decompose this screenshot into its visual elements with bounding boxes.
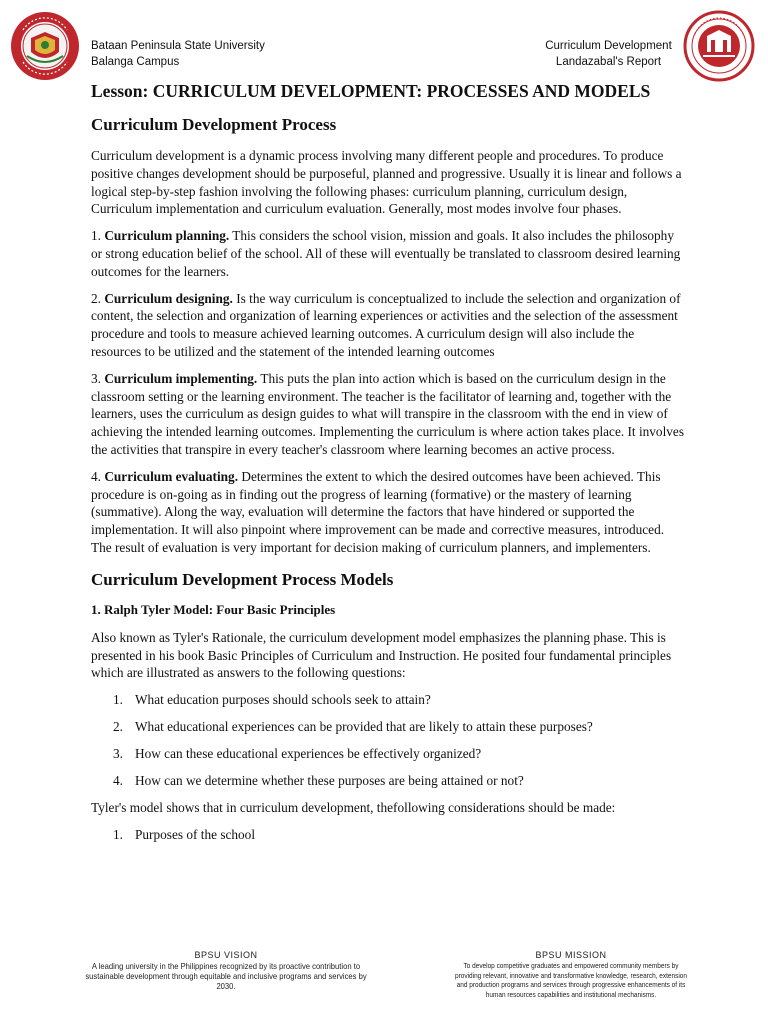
phase-number: 4. bbox=[91, 468, 101, 484]
phase-paragraph-designing bbox=[91, 290, 686, 361]
phase-term: Curriculum evaluating. bbox=[104, 468, 239, 484]
phase-paragraph-evaluating bbox=[91, 468, 686, 557]
list-item bbox=[91, 826, 686, 844]
list-item-number: 4. bbox=[113, 773, 123, 789]
phase-number: 2. bbox=[91, 290, 101, 306]
header-university bbox=[91, 38, 265, 70]
header-campus: Balanga Campus bbox=[91, 56, 180, 68]
header-university-name: Bataan Peninsula State University bbox=[91, 40, 265, 52]
section-heading-process: Curriculum Development Process bbox=[91, 115, 337, 134]
section-heading-models: Curriculum Development Process Models bbox=[91, 569, 394, 589]
header-subject: Curriculum Development bbox=[545, 40, 672, 52]
phase-paragraph-planning bbox=[91, 227, 686, 280]
phase-paragraph-implementing bbox=[91, 370, 686, 459]
list-item-text: How can we determine whether these purposes are being attained or not? bbox=[135, 773, 524, 789]
list-item bbox=[91, 691, 686, 709]
bpsu-seal-left bbox=[9, 10, 81, 82]
list-item-text: What education purposes should schools seek to attain? bbox=[135, 692, 431, 708]
mission-text: To develop competitive graduates and empowered community members by providing relevant, innovative and transformative knowledge, research, extension and production programs and services through progressive enhancements of its human resources capabilities and institutional mechanisms. bbox=[455, 961, 687, 999]
model-subheading-tyler: 1. Ralph Tyler Model: Four Basic Principles bbox=[91, 601, 336, 617]
tyler-questions-list bbox=[91, 691, 686, 790]
list-item-text: Purposes of the school bbox=[135, 826, 256, 842]
list-item-text: How can these educational experiences be effectively organized? bbox=[135, 746, 482, 762]
list-item bbox=[91, 772, 686, 790]
phase-number: 1. bbox=[91, 228, 101, 244]
phase-text: Determines the extent to which the desired outcomes have been achieved. This procedure is on-going as in finding out the progress of learning (formative) or the mastery of learning (summative). Along the way, evaluation will determine the factors that have hindered or supported the implementation. It will also pinpoint where improvement can be made and corrective measures, introduced. The result of evaluation is very important for decision making of curriculum planners, and implementers. bbox=[91, 468, 665, 555]
vision-text: A leading university in the Philippines recognized by its proactive contribution to sustainable development through equitable and inclusive programs and services by 2030. bbox=[85, 961, 367, 991]
document-body bbox=[91, 80, 686, 844]
phase-text: This puts the plan into action which is based on the curriculum design in the classroom setting or the learning environment. The teacher is the facilitator of learning and, together with the learners, uses the curriculum as design guides to what will transpire in the classroom with the end in view of achieving the intended learning outcomes. Implementing the curriculum is where action takes place. It involves the activities that transpire in every teacher's classroom where learning becomes an active process. bbox=[91, 370, 684, 457]
tyler-closing-paragraph: Tyler's model shows that in curriculum development, thefollowing considerations should be made: bbox=[91, 800, 616, 816]
list-item-number: 2. bbox=[113, 719, 123, 735]
header-report-title: Landazabal's Report bbox=[555, 56, 662, 68]
phase-term: Curriculum implementing. bbox=[104, 370, 258, 386]
footer-mission bbox=[440, 950, 702, 999]
mission-title: BPSU MISSION bbox=[535, 950, 607, 960]
tyler-intro-paragraph: Also known as Tyler's Rationale, the curriculum development model emphasizes the planning phase. This is presented in his book Basic Principles of Curriculum and Instruction. He posited four fundamental principles which are illustrated as answers to the following questions: bbox=[91, 629, 672, 681]
list-item-number: 3. bbox=[113, 746, 123, 762]
list-item-number: 1. bbox=[113, 692, 123, 708]
phase-text: Is the way curriculum is conceptualized to include the selection and organization of content, the selection and organization of learning experiences or activities and the selection of the assessment procedure and tools to measure achieved learning outcomes. A curriculum design will also include the resources to be utilized and the statement of the intended learning outcomes bbox=[91, 290, 681, 359]
list-item bbox=[91, 745, 686, 763]
phase-term: Curriculum planning. bbox=[104, 228, 230, 244]
header-report bbox=[520, 38, 697, 70]
footer-vision bbox=[70, 950, 382, 991]
phase-number: 3. bbox=[91, 370, 101, 386]
phase-term: Curriculum designing. bbox=[104, 290, 233, 306]
list-item-number: 1. bbox=[113, 826, 123, 842]
list-item-text: What educational experiences can be provided that are likely to attain these purposes? bbox=[135, 719, 593, 735]
phase-text: This considers the school vision, mission and goals. It also includes the philosophy or strong education belief of the school. All of these will eventually be translated to classroom desired learning outcomes for the learners. bbox=[91, 228, 681, 279]
lesson-title: Lesson: CURRICULUM DEVELOPMENT: PROCESSES AND MODELS bbox=[91, 81, 651, 101]
list-item bbox=[91, 718, 686, 736]
vision-title: BPSU VISION bbox=[194, 950, 258, 960]
tyler-considerations-list bbox=[91, 826, 686, 844]
process-intro-paragraph: Curriculum development is a dynamic process involving many different people and procedures. To produce positive changes development should be purposeful, planned and progressive. Usually it is linear and follows a logical step-by-step fashion involving the following phases: curriculum planning, curriculum design, Curriculum implementation and curriculum evaluation. Generally, most modes involve four phases. bbox=[91, 148, 682, 217]
